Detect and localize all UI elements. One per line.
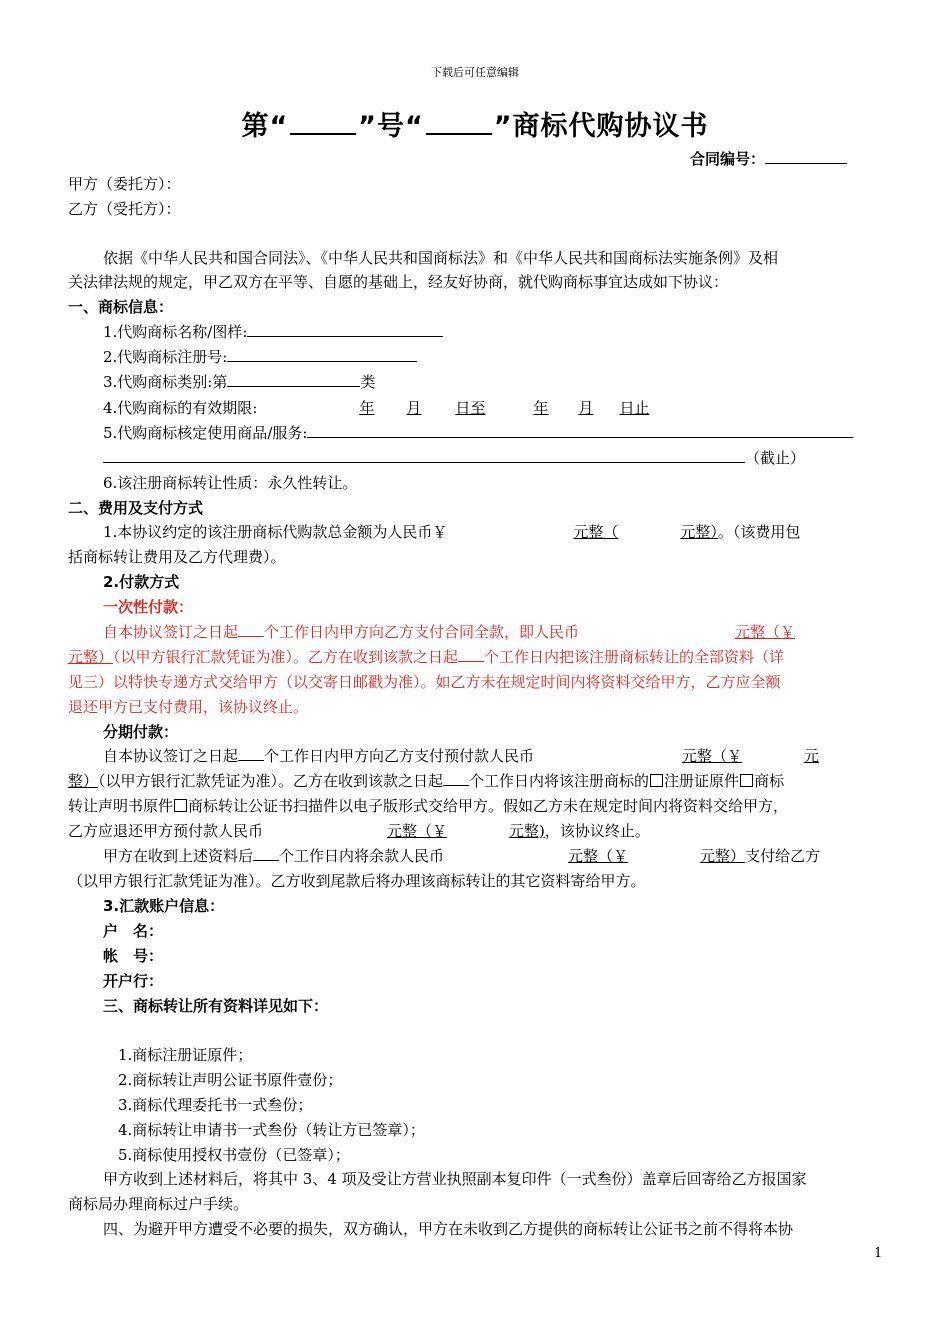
lump-sum-line-3: 见三）以特快专递方式交给甲方（以交寄日邮戳为准）。如乙方未在规定时间内将资料交给甲方，乙方应全额 [68, 673, 781, 691]
section-2-heading: 二、费用及支付方式 [68, 499, 204, 517]
doc-item-1: 1.商标注册证原件； [118, 1046, 253, 1064]
final-payment-line-1: 甲方在收到上述资料后 个工作日内将余款人民币 元整（￥ 元整）支付给乙方 [103, 844, 820, 868]
contract-number-label: 合同编号： [690, 150, 766, 168]
page-number: 1 [874, 1246, 883, 1261]
fee-line-2: 括商标转让费用及乙方代理费）。 [68, 548, 286, 566]
item-4-date-range: 年 月 日至 年 月 日止 [359, 399, 650, 417]
item-3-class [103, 370, 375, 394]
section-4-line-1: 四、为避开甲方遭受不必要的损失，双方确认，甲方在未收到乙方提供的商标转让公证书之前不得将本协 [103, 1220, 794, 1238]
checkbox-registration-cert[interactable] [650, 774, 663, 787]
inst-days-blank [238, 744, 264, 761]
lump-sum-heading: 一次性付款： [103, 598, 194, 616]
installment-line-2: 整）（以甲方银行汇款凭证为准）。乙方在收到该款之日起 个工作日内将该注册商标的 注册证原件 商标 [68, 769, 784, 793]
item-5-blank-2 [103, 446, 745, 463]
item-1-trademark-name [103, 320, 443, 344]
inst-refund-amount: 元整（￥ 元整) [387, 822, 545, 840]
item-2-label: 2.代购商标注册号: [103, 348, 228, 366]
contract-number [690, 147, 847, 171]
after-docs-line-2: 商标局办理商标过户手续。 [68, 1195, 249, 1213]
payment-method-heading: 2.付款方式 [103, 573, 180, 591]
item-5-goods-services [103, 421, 853, 445]
party-b: 乙方（受托方）： [68, 200, 181, 218]
lump-amount: 元整（￥ [735, 623, 796, 641]
contract-number-blank [765, 147, 847, 164]
item-4-validity [103, 396, 775, 420]
title-part-2: ”号“ [358, 111, 424, 142]
account-heading: 3.汇款账户信息： [103, 897, 225, 915]
installment-line-1: 自本协议签订之日起 个工作日内甲方向乙方支付预付款人民币 元整（￥ 元 [103, 744, 819, 768]
lump-days-blank [238, 620, 264, 637]
item-1-label: 1.代购商标名称/图样: [103, 323, 248, 341]
lump-sum-line-1: 自本协议签订之日起 个工作日内甲方向乙方支付合同全款，即人民币 元整（￥ [103, 620, 795, 644]
account-name: 户 名： [103, 922, 164, 940]
title-blank-2 [426, 111, 492, 135]
title-part-3: ”商标代购协议书 [493, 111, 709, 142]
inst-prepay-amount: 元整（￥ 元 [682, 747, 820, 765]
intro-line-2: 关法律法规的规定，甲乙双方在平等、自愿的基础上，经友好协商，就代购商标事宜达成如下协议： [68, 273, 729, 291]
installment-line-3: 转让声明书原件 商标转让公证书扫描件以电子版形式交给甲方。假如乙方未在规定时间内将资料交给甲方， [68, 797, 789, 815]
item-3-blank [227, 370, 360, 387]
lump-sum-line-2: 元整）（以甲方银行汇款凭证为准）。乙方在收到该款之日起 个工作日内把该注册商标转让的全部资料（详 [68, 645, 784, 669]
inst-transfer-days-blank [443, 769, 469, 786]
item-1-blank [247, 320, 443, 337]
after-docs-line-1: 甲方收到上述材料后，将其中 3、4 项及受让方营业执照副本复印件（一式叁份）盖章后回寄给乙方报国家 [103, 1170, 807, 1188]
lump-sum-line-4: 退还甲方已支付费用，该协议终止。 [68, 698, 309, 716]
fee-line-1: 1.本协议约定的该注册商标代购款总金额为人民币￥ 元整（ 元整）。（该费用包 [103, 523, 801, 541]
item-5-end: （截止） [745, 449, 806, 467]
doc-item-4: 4.商标转让申请书一式叁份（转让方已签章）； [118, 1121, 425, 1139]
section-1-heading: 一、商标信息： [68, 298, 174, 316]
item-3-label: 3.代购商标类别:第 [103, 373, 228, 391]
final-payment-line-2: （以甲方银行汇款凭证为准）。乙方收到尾款后将办理该商标转让的其它资料寄给甲方。 [68, 872, 646, 890]
item-5-label: 5.代购商标核定使用商品/服务: [103, 424, 308, 442]
lump-transfer-days-blank [458, 645, 484, 662]
item-6-nature: 6.该注册商标转让性质：永久性转让。 [103, 474, 358, 492]
section-3-heading: 三、商标转让所有资料详见如下： [103, 997, 329, 1015]
title-blank-1 [290, 111, 356, 135]
final-days-blank [253, 844, 279, 861]
account-number: 帐 号： [103, 947, 164, 965]
doc-item-3: 3.商标代理委托书一式叁份； [118, 1096, 313, 1114]
title-part-1: 第“ [241, 111, 289, 142]
item-5-continuation [103, 446, 805, 470]
item-2-registration-no [103, 345, 417, 369]
item-5-blank [307, 421, 853, 438]
item-3-suffix: 类 [360, 373, 376, 391]
checkbox-notary-cert[interactable] [174, 799, 187, 812]
checkbox-transfer-statement[interactable] [740, 774, 753, 787]
installment-heading: 分期付款： [103, 723, 179, 741]
header-note: 下载后可任意编辑 [431, 66, 519, 79]
item-2-blank [227, 345, 417, 362]
party-a: 甲方（委托方）： [68, 175, 181, 193]
final-amount: 元整（￥ 元整） [568, 847, 746, 865]
installment-line-4: 乙方应退还甲方预付款人民币 元整（￥ 元整)，该协议终止。 [68, 822, 650, 840]
account-bank: 开户行： [103, 972, 164, 990]
page-title [0, 104, 950, 143]
doc-item-2: 2.商标转让声明公证书原件壹份； [118, 1071, 343, 1089]
intro-line-1: 依据《中华人民共和国合同法》、《中华人民共和国商标法》和《中华人民共和国商标法实施条例》及相 [103, 249, 779, 267]
fee-amount: 元整（ 元整） [573, 523, 718, 541]
doc-item-5: 5.商标使用授权书壹份（已签章）； [118, 1146, 350, 1164]
item-4-label: 4.代购商标的有效期限: [103, 399, 258, 417]
